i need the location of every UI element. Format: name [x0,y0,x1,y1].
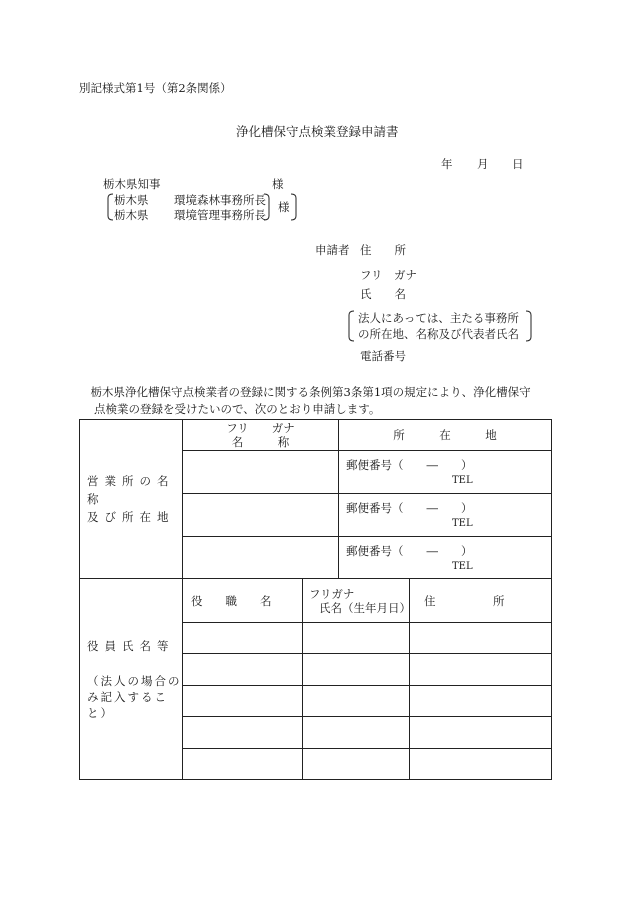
officer-position-input-4[interactable] [183,717,303,749]
header-officer-name-cell [303,579,410,623]
section2-note-line1: （法人の場合の [87,674,182,688]
form-label: 別記様式第1号（第2条関係） [79,81,232,95]
page-title: 浄化槽保守点検業登録申請書 [236,124,399,139]
header-officer-name: 氏名（生年月日） [319,600,411,615]
header-location: 所 在 地 [393,428,497,442]
header-officer-furigana: フリガナ [309,586,355,601]
office-name-input-2[interactable] [183,494,339,537]
body-text-line2: 点検業の登録を受けたいので、次のとおり申請します。 [94,402,381,416]
officer-name-input-3[interactable] [303,686,410,717]
office-name-input-3[interactable] [183,537,339,579]
office2-pref: 栃木県 [114,208,149,222]
officer-address-input-4[interactable] [410,717,552,749]
postal-label-2: 郵便番号（ ― ） [346,501,473,515]
officer-address-input-2[interactable] [410,654,552,686]
right-bracket [263,193,271,221]
office-location-cell-3[interactable] [339,537,552,579]
corp-note-line2: の所在地、名称及び代表者氏名 [358,327,519,341]
applicant-phone-label: 電話番号 [360,349,406,363]
corp-note-right-bracket [525,310,533,342]
officer-position-input-3[interactable] [183,686,303,717]
header-location-cell [339,420,552,451]
tel-label-2: TEL [452,518,473,529]
officer-name-input-2[interactable] [303,654,410,686]
header-position-cell [183,579,303,623]
corp-note-left-bracket [347,310,355,342]
section2-label: 役員氏名等 [87,639,175,653]
applicant-furigana-label: フリ ガナ [360,268,418,282]
addressee-sama-2: 様 [278,200,290,214]
addressee-governor: 栃木県知事 [103,177,161,191]
right-bracket-outer [290,193,298,221]
tel-label-1: TEL [452,475,473,486]
header-name-cell [183,420,339,451]
applicant-address-label: 住 所 [360,243,406,257]
postal-label-1: 郵便番号（ ― ） [346,458,473,472]
body-text-line1: 栃木県浄化槽保守点検業者の登録に関する条例第3条第1項の規定により、浄化槽保守 [79,385,531,399]
date-year: 年 [441,157,453,171]
header-officer-address-cell [410,579,552,623]
office2-name: 環境管理事務所長 [174,208,266,222]
section2-label-cell [80,579,183,780]
section2-note-line2: み記入するこ [87,690,168,704]
postal-label-3: 郵便番号（ ― ） [346,544,473,558]
applicant-label: 申請者 [315,243,350,257]
officer-address-input-1[interactable] [410,623,552,654]
header-name: 名 称 [231,435,290,449]
officer-position-input-5[interactable] [183,749,303,780]
left-bracket [106,193,114,221]
section2-note-line3: と） [87,706,114,720]
office-location-cell-2[interactable] [339,494,552,537]
office1-pref: 栃木県 [114,193,149,207]
header-furigana: フリ ガナ [226,421,295,435]
header-position: 役 職 名 [191,593,272,608]
corp-note-line1: 法人にあっては、主たる事務所 [358,311,519,325]
officer-position-input-1[interactable] [183,623,303,654]
header-officer-address: 住 所 [424,593,505,608]
officer-position-input-2[interactable] [183,654,303,686]
office1-name: 環境森林事務所長 [174,193,266,207]
officer-address-input-3[interactable] [410,686,552,717]
officer-name-input-5[interactable] [303,749,410,780]
officer-name-input-4[interactable] [303,717,410,749]
section1-label-line2: 及び所在地 [87,510,175,524]
date-month: 月 [477,157,489,171]
addressee-sama: 様 [272,177,284,191]
section1-label-cell [80,420,183,579]
section1-label-line1: 営業所の名称 [87,474,175,506]
office-name-input-1[interactable] [183,451,339,494]
tel-label-3: TEL [452,561,473,572]
office-location-cell-1[interactable] [339,451,552,494]
date-day: 日 [512,157,524,171]
officer-name-input-1[interactable] [303,623,410,654]
application-table [79,419,552,780]
applicant-name-label: 氏 名 [360,287,406,301]
officer-address-input-5[interactable] [410,749,552,780]
